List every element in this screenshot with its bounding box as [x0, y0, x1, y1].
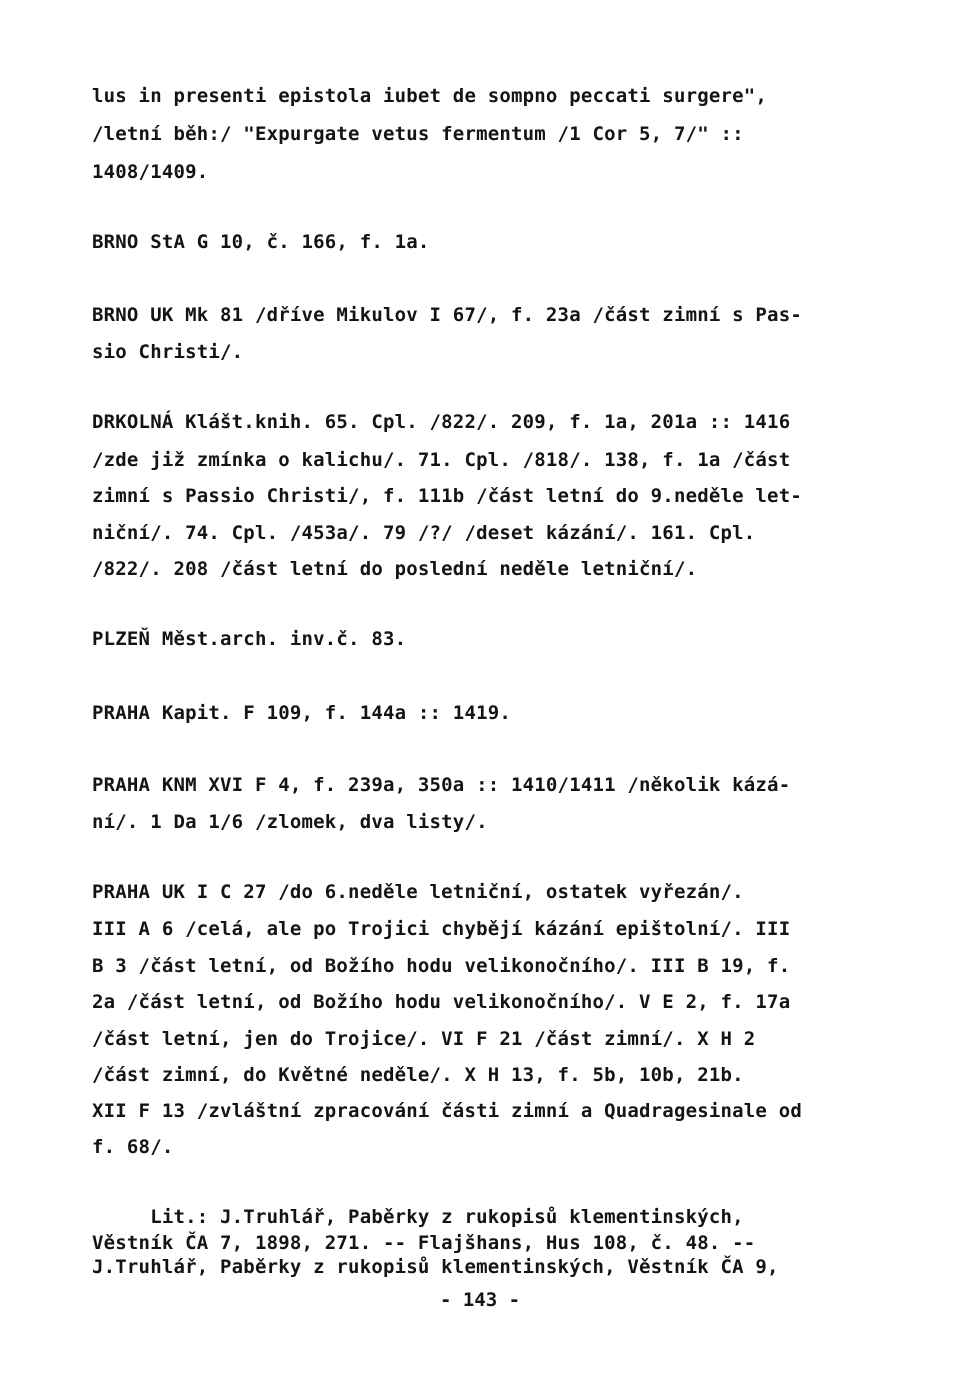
text-line: /letní běh:/ "Expurgate vetus fermentum /1 Cor 5, 7/" ::	[92, 123, 744, 145]
text-line: /část zimní, do Květné neděle/. X H 13, f. 5b, 10b, 21b.	[92, 1064, 744, 1086]
text-line: 1408/1409.	[92, 161, 209, 183]
text-line: BRNO StA G 10, č. 166, f. 1a.	[92, 231, 430, 253]
text-line: DRKOLNÁ Klášt.knih. 65. Cpl. /822/. 209, f. 1a, 201a :: 1416	[92, 411, 791, 433]
page-number: - 143 -	[439, 1289, 521, 1311]
text-line: III A 6 /celá, ale po Trojici chybějí kázání epištolní/. III	[92, 918, 791, 940]
text-line: lus in presenti epistola iubet de sompno peccati surgere",	[92, 85, 768, 107]
text-line: PRAHA KNM XVI F 4, f. 239a, 350a :: 1410/1411 /několik kázá-	[92, 774, 791, 796]
text-line: XII F 13 /zvláštní zpracování části zimní a Quadragesinale od	[92, 1100, 802, 1122]
text-line: PRAHA UK I C 27 /do 6.neděle letniční, ostatek vyřezán/.	[92, 881, 744, 903]
text-line: f. 68/.	[92, 1136, 174, 1158]
text-line: Lit.: J.Truhlář, Paběrky z rukopisů klementinských,	[92, 1206, 744, 1228]
text-line: BRNO UK Mk 81 /dříve Mikulov I 67/, f. 23a /část zimní s Pas-	[92, 304, 802, 326]
text-line: niční/. 74. Cpl. /453a/. 79 /?/ /deset kázání/. 161. Cpl.	[92, 522, 756, 544]
text-line: ní/. 1 Da 1/6 /zlomek, dva listy/.	[92, 811, 488, 833]
text-line: zimní s Passio Christi/, f. 111b /část letní do 9.neděle let-	[92, 485, 802, 507]
text-line: Věstník ČA 7, 1898, 271. -- Flajšhans, Hus 108, č. 48. --	[92, 1232, 756, 1254]
text-line: /zde již zmínka o kalichu/. 71. Cpl. /818/. 138, f. 1a /část	[92, 449, 791, 471]
text-line: PLZEŇ Měst.arch. inv.č. 83.	[92, 628, 407, 650]
text-line: B 3 /část letní, od Božího hodu velikonočního/. III B 19, f.	[92, 955, 791, 977]
text-line: /část letní, jen do Trojice/. VI F 21 /část zimní/. X H 2	[92, 1028, 756, 1050]
text-line: /822/. 208 /část letní do poslední neděle letniční/.	[92, 558, 698, 580]
text-line: J.Truhlář, Paběrky z rukopisů klementinských, Věstník ČA 9,	[92, 1256, 779, 1278]
text-line: 2a /část letní, od Božího hodu velikonočního/. V E 2, f. 17a	[92, 991, 791, 1013]
text-line: sio Christi/.	[92, 341, 244, 363]
text-line: PRAHA Kapit. F 109, f. 144a :: 1419.	[92, 702, 512, 724]
